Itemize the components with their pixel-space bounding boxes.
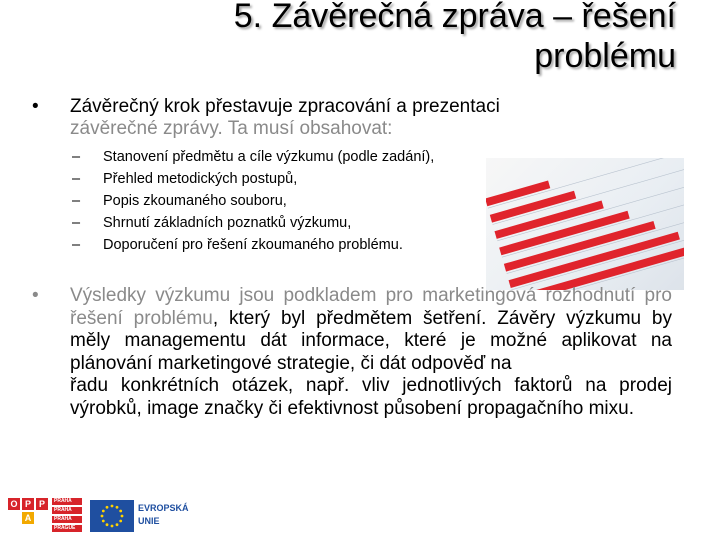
subitem-text: Stanovení předmětu a cíle výzkumu (podle zadání), [103, 149, 435, 165]
list-item [72, 146, 434, 168]
dash-marker: – [72, 193, 81, 209]
dash-marker: – [72, 237, 81, 253]
praha-line: PRAGUE [52, 525, 82, 532]
photo-bars-group [486, 158, 684, 290]
bar-chart-photo [486, 158, 684, 290]
eu-stars-icon [90, 500, 134, 532]
praha-line: PRAHA [52, 516, 82, 523]
dash-marker: – [72, 149, 81, 165]
subitem-list [72, 146, 434, 256]
subitem-text: Doporučení pro řešení zkoumaného problému. [103, 237, 403, 253]
bullet-2-paragraph [70, 285, 672, 375]
eu-label-line-1: EVROPSKÁ [138, 503, 189, 513]
title-line-2: problému [534, 37, 676, 75]
bullet-1-text-start: Závěrečný krok přestavuje zpracování a prezentaci [70, 96, 500, 117]
bullet-marker: • [32, 96, 39, 117]
bullet-marker: • [32, 285, 39, 306]
photo-bar [513, 243, 684, 290]
opp-logo [8, 498, 48, 534]
opp-letter: P [22, 498, 34, 510]
slide-title [116, 0, 676, 76]
dash-marker: – [72, 171, 81, 187]
praha-logo [52, 498, 82, 534]
list-item [72, 168, 434, 190]
bullet-2-black-text: , který byl předmětem šetření. Závěry výzkumu by měly managementu dát informace, které je možné aplikovat na plánování marketingové strategie, či dát odpověď na [70, 307, 673, 374]
photo-gridline [488, 158, 684, 208]
dash-marker: – [72, 215, 81, 231]
bullet-1-text-cont: závěrečné zprávy. Ta musí obsahovat: [70, 118, 393, 139]
bullet-2-last-paragraph: řadu konkrétních otázek, např. vliv jednotlivých faktorů na prodej výrobků, image značky či efektivnost působení propagačního mixu. [70, 375, 672, 419]
title-line-1: 5. Závěrečná zpráva – řešení [233, 0, 676, 35]
eu-flag-icon [90, 500, 134, 532]
subitem-text: Shrnutí základních poznatků výzkumu, [103, 215, 352, 231]
opp-letter: P [36, 498, 48, 510]
list-item [72, 212, 434, 234]
list-item [72, 234, 434, 256]
praha-line: PRAHA [52, 498, 82, 505]
list-item [72, 190, 434, 212]
eu-label-line-2: UNIE [138, 516, 160, 526]
subitem-text: Popis zkoumaného souboru, [103, 193, 287, 209]
opp-letter: A [22, 512, 34, 524]
eu-label [138, 502, 189, 528]
photo-graphic [486, 158, 684, 290]
bullet-2-grey-text: Výsledky výzkumu jsou podkladem pro marketingová rozhodnutí pro řešení problému [70, 285, 672, 329]
footer-logos [8, 496, 208, 536]
opp-letter: O [8, 498, 20, 510]
bullet-1 [32, 96, 632, 140]
subitem-text: Přehled metodických postupů, [103, 171, 298, 187]
bullet-2 [32, 285, 672, 420]
praha-line: PRAHA [52, 507, 82, 514]
photo-bar [494, 201, 603, 239]
